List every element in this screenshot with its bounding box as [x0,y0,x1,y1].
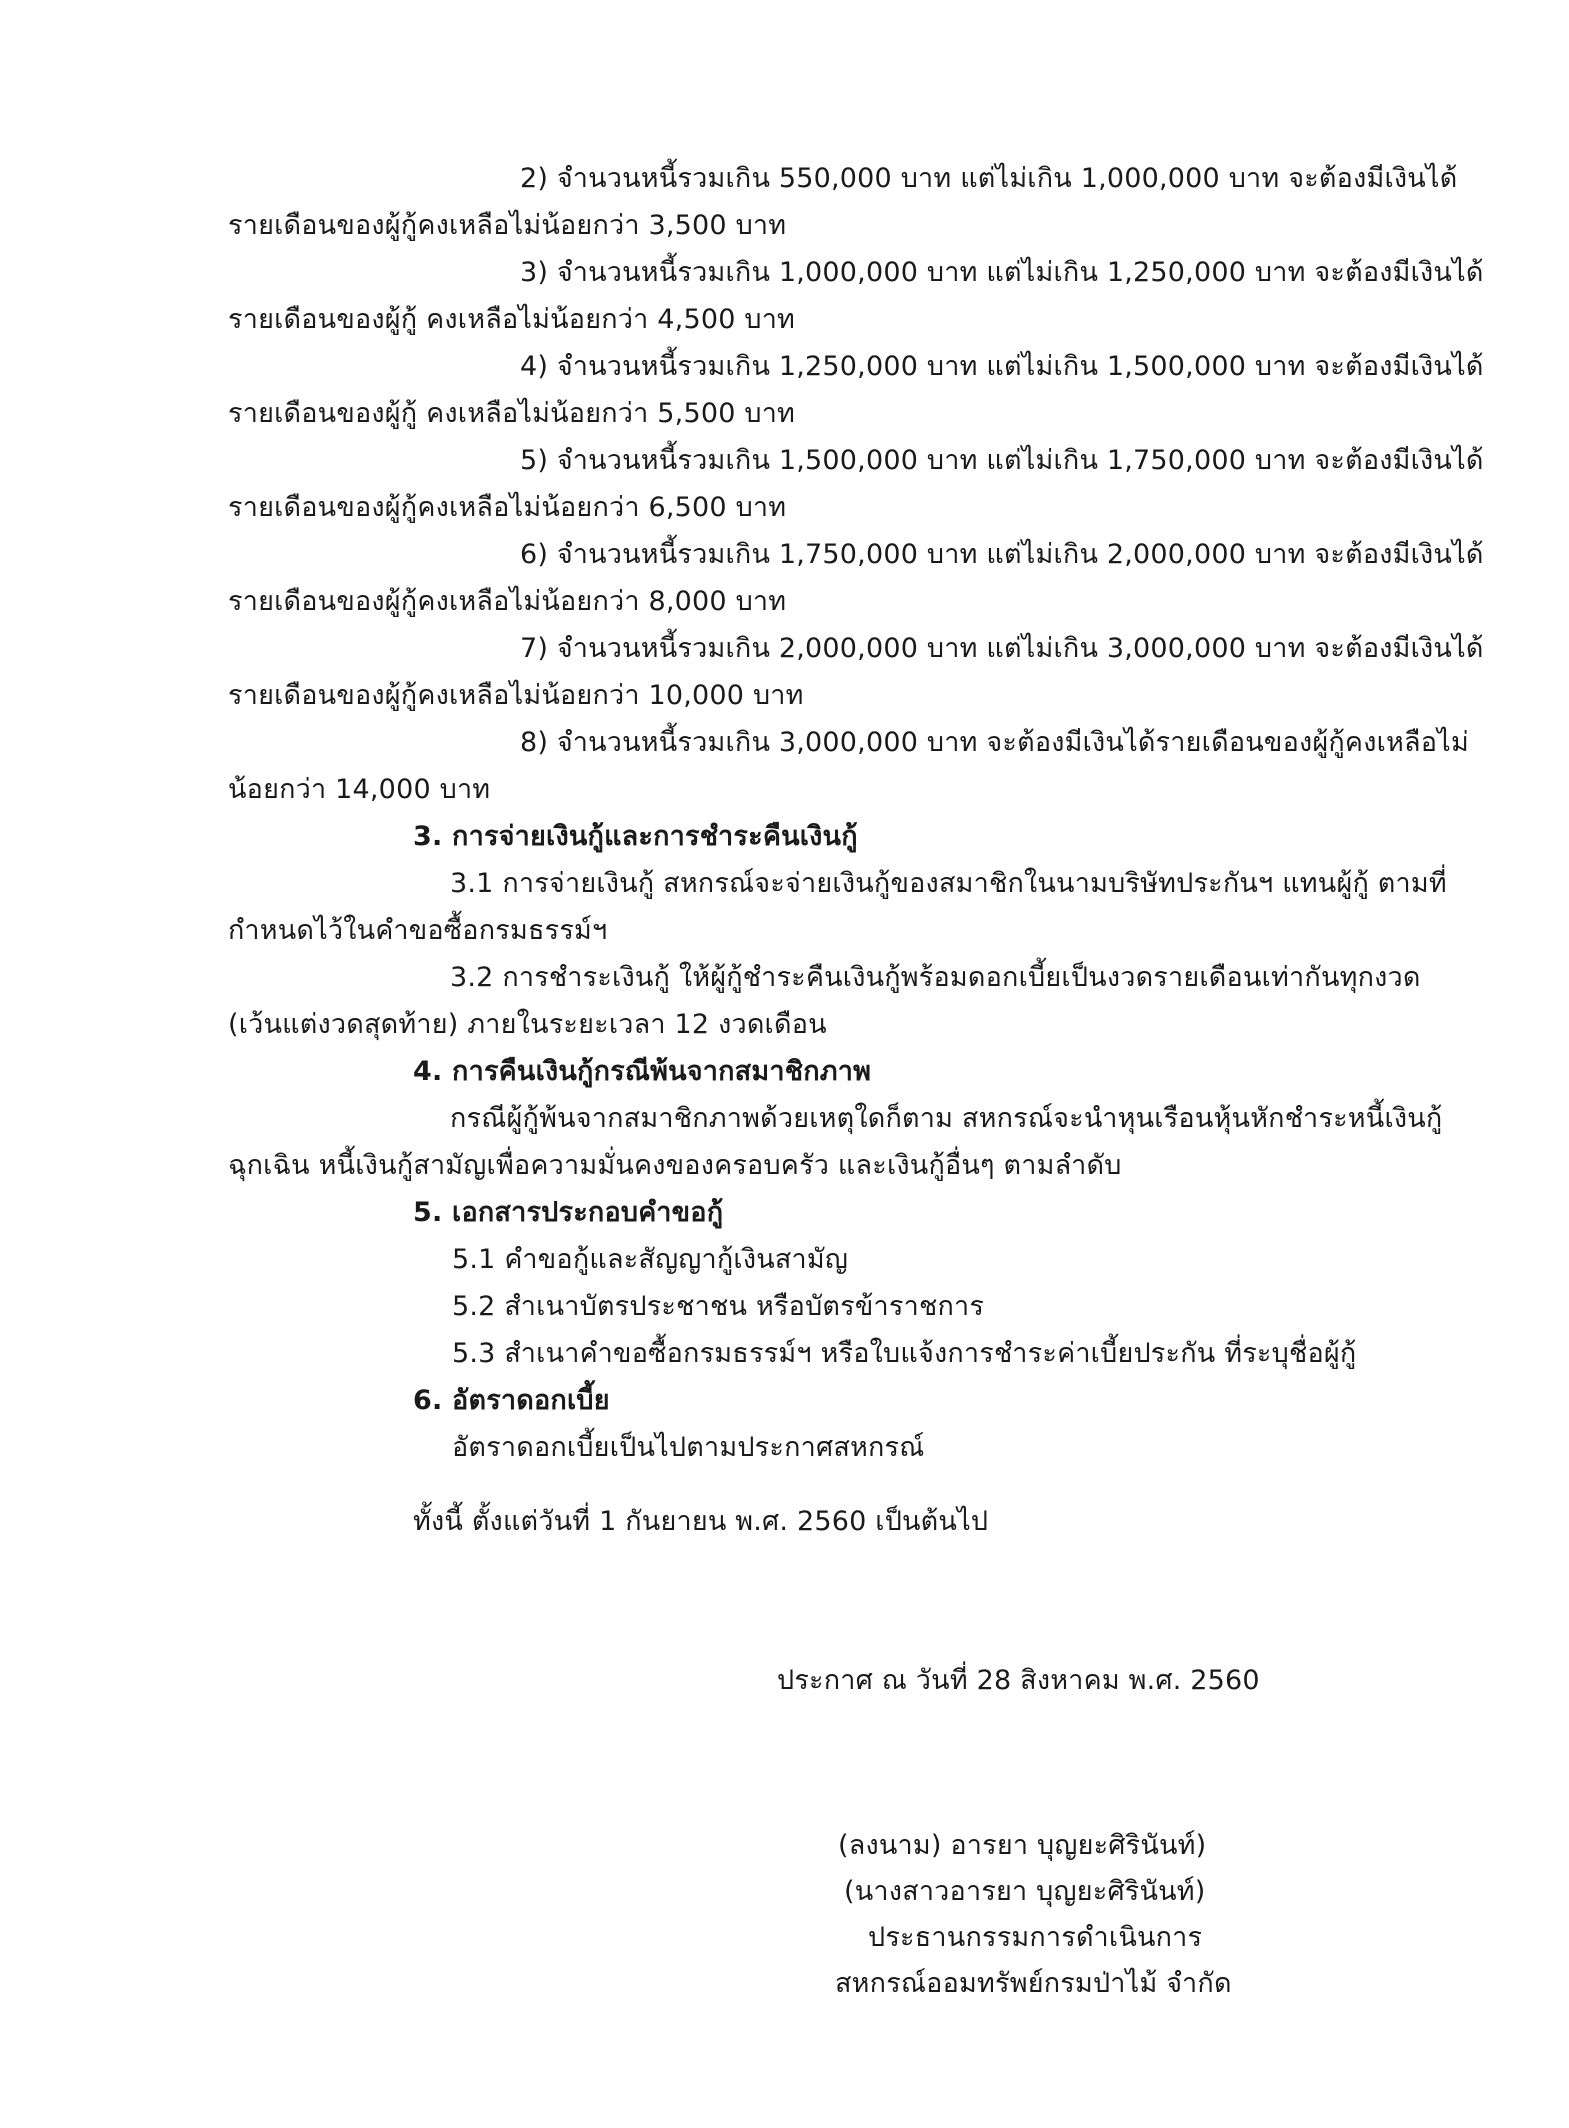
rule-7-line-2: รายเดือนของผู้กู้คงเหลือไม่น้อยกว่า 10,000 บาท [228,680,804,711]
rule-6-line-1: 6) จำนวนหนี้รวมเกิน 1,750,000 บาท แต่ไม่เกิน 2,000,000 บาท จะต้องมีเงินได้ [520,539,1484,570]
section-5-item-1: 5.1 คำขอกู้และสัญญากู้เงินสามัญ [452,1244,849,1275]
rule-8-line-2: น้อยกว่า 14,000 บาท [228,774,491,805]
signature-organization: สหกรณ์ออมทรัพย์กรมป่าไม้ จำกัด [835,1968,1232,1999]
section-4-heading: 4. การคืนเงินกู้กรณีพ้นจากสมาชิกภาพ [413,1056,872,1087]
effective-date: ทั้งนี้ ตั้งแต่วันที่ 1 กันยายน พ.ศ. 2560 เป็นต้นไป [413,1506,989,1537]
rule-2-line-1: 2) จำนวนหนี้รวมเกิน 550,000 บาท แต่ไม่เกิน 1,000,000 บาท จะต้องมีเงินได้ [520,163,1458,194]
section-5-heading: 5. เอกสารประกอบคำขอกู้ [413,1197,724,1228]
section-4-line-2: ฉุกเฉิน หนี้เงินกู้สามัญเพื่อความมั่นคงของครอบครัว และเงินกู้อื่นๆ ตามลำดับ [228,1150,1122,1181]
announcement-date: ประกาศ ณ วันที่ 28 สิงหาคม พ.ศ. 2560 [777,1665,1260,1696]
rule-8-line-1: 8) จำนวนหนี้รวมเกิน 3,000,000 บาท จะต้องมีเงินได้รายเดือนของผู้กู้คงเหลือไม่ [520,727,1469,758]
section-5-item-2: 5.2 สำเนาบัตรประชาชน หรือบัตรข้าราชการ [452,1291,985,1322]
section-3-2-line-2: (เว้นแต่งวดสุดท้าย) ภายในระยะเวลา 12 งวดเดือน [228,1009,827,1040]
rule-4-line-1: 4) จำนวนหนี้รวมเกิน 1,250,000 บาท แต่ไม่เกิน 1,500,000 บาท จะต้องมีเงินได้ [520,351,1484,382]
section-3-heading: 3. การจ่ายเงินกู้และการชำระคืนเงินกู้ [413,821,858,852]
section-6-text: อัตราดอกเบี้ยเป็นไปตามประกาศสหกรณ์ [452,1432,925,1463]
section-3-1-line-1: 3.1 การจ่ายเงินกู้ สหกรณ์จะจ่ายเงินกู้ของสมาชิกในนามบริษัทประกันฯ แทนผู้กู้ ตามที่ [450,868,1447,899]
rule-7-line-1: 7) จำนวนหนี้รวมเกิน 2,000,000 บาท แต่ไม่เกิน 3,000,000 บาท จะต้องมีเงินได้ [520,633,1484,664]
signature-name: (นางสาวอารยา บุญยะศิรินันท์) [844,1876,1206,1907]
rule-3-line-1: 3) จำนวนหนี้รวมเกิน 1,000,000 บาท แต่ไม่เกิน 1,250,000 บาท จะต้องมีเงินได้ [520,257,1484,288]
section-5-item-3: 5.3 สำเนาคำขอซื้อกรมธรรม์ฯ หรือใบแจ้งการชำระค่าเบี้ยประกัน ที่ระบุชื่อผู้กู้ [452,1338,1357,1369]
signature-signed: (ลงนาม) อารยา บุญยะศิรินันท์) [838,1830,1207,1861]
rule-5-line-1: 5) จำนวนหนี้รวมเกิน 1,500,000 บาท แต่ไม่เกิน 1,750,000 บาท จะต้องมีเงินได้ [520,445,1484,476]
section-3-1-line-2: กำหนดไว้ในคำขอซื้อกรมธรรม์ฯ [228,915,608,946]
section-4-line-1: กรณีผู้กู้พ้นจากสมาชิกภาพด้วยเหตุใดก็ตาม สหกรณ์จะนำหุนเรือนหุ้นหักชำระหนี้เงินกู้ [450,1103,1443,1134]
rule-5-line-2: รายเดือนของผู้กู้คงเหลือไม่น้อยกว่า 6,500 บาท [228,492,787,523]
section-6-heading: 6. อัตราดอกเบี้ย [413,1385,610,1416]
rule-4-line-2: รายเดือนของผู้กู้ คงเหลือไม่น้อยกว่า 5,500 บาท [228,398,796,429]
signature-position: ประธานกรรมการดำเนินการ [868,1922,1203,1953]
rule-3-line-2: รายเดือนของผู้กู้ คงเหลือไม่น้อยกว่า 4,500 บาท [228,304,796,335]
section-3-2-line-1: 3.2 การชำระเงินกู้ ให้ผู้กู้ชำระคืนเงินกู้พร้อมดอกเบี้ยเป็นงวดรายเดือนเท่ากันทุกงวด [450,962,1421,993]
rule-2-line-2: รายเดือนของผู้กู้คงเหลือไม่น้อยกว่า 3,500 บาท [228,210,787,241]
rule-6-line-2: รายเดือนของผู้กู้คงเหลือไม่น้อยกว่า 8,000 บาท [228,586,787,617]
